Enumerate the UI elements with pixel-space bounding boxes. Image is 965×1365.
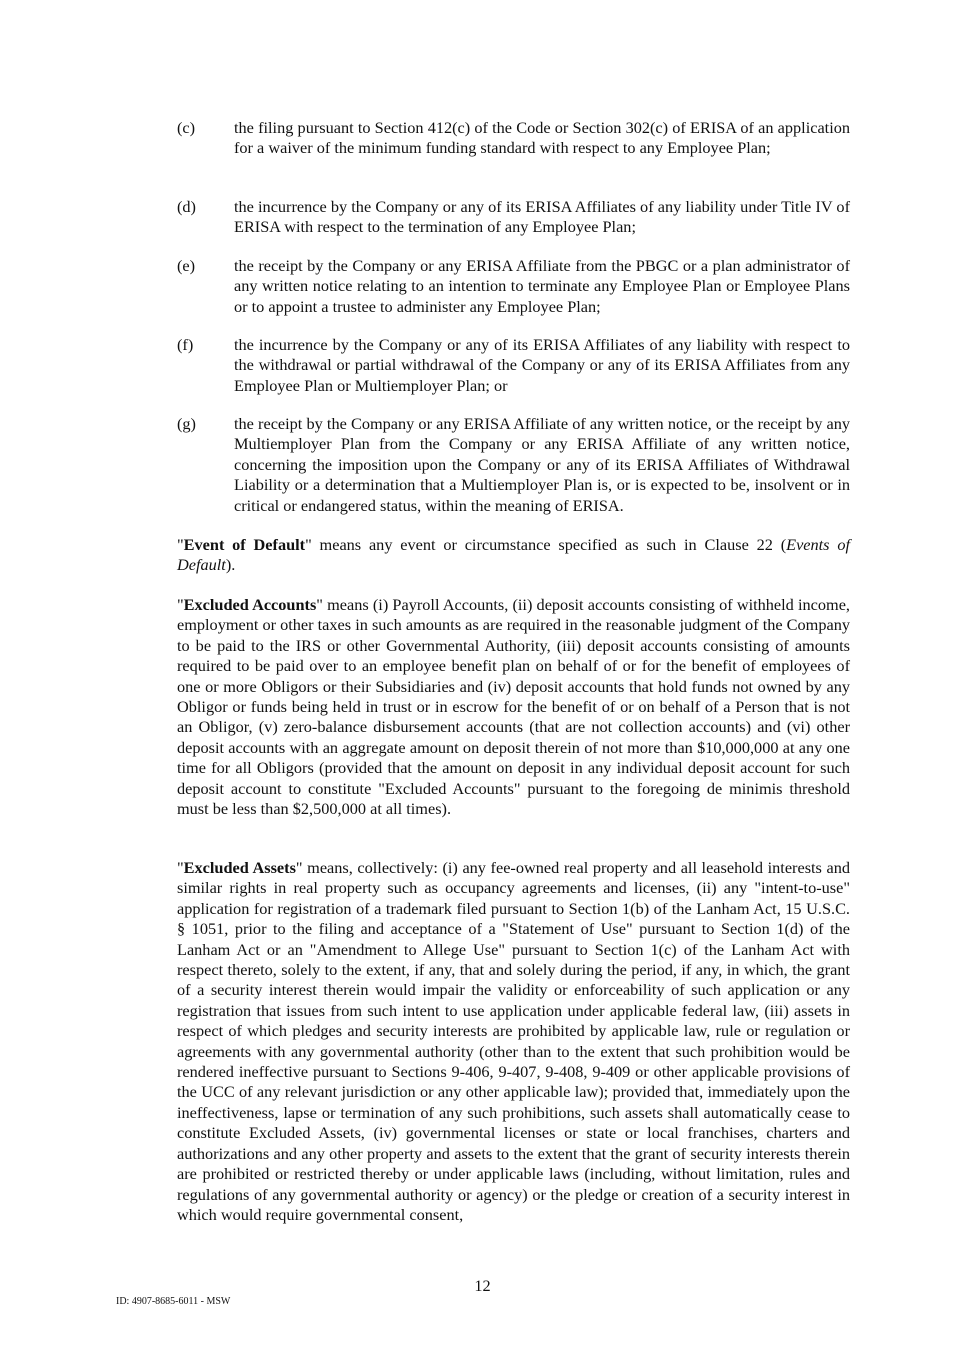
document-id: ID: 4907-8685-6011 - MSW — [116, 1296, 231, 1307]
list-item-label: (d) — [177, 197, 196, 216]
definition-body: " means any event or circumstance specified as such in Clause 22 ( — [305, 535, 787, 554]
definition-body: " means, collectively: (i) any fee-owned real property and all leasehold interests and similar rights in real property such as occupancy agreements and licenses, (ii) any "intent-to-use" application for registration of a trademark filed pursuant to Section 1(b) of the Lanham Act, 15 U.S.C. § 1051, prior to the filing and acceptance of a "Statement of Use" pursuant to Section 1(d) of the Lanham Act or an "Amendment to Allege Use" pursuant to Section 1(c) of the Lanham Act with respect thereto, solely to the extent, if any, that and solely during the period, if any, in which, the grant of a security interest therein would impair the validity or enforceability of such application or any registration that issues from such intent to use application under applicable federal law, (iii) assets in respect of which pledges and security interests are prohibited by applicable law, rule or regulation or agreements with any governmental authority (other than to the extent that such prohibition would be rendered ineffective pursuant to Sections 9-406, 9-407, 9-408, 9-409 or other applicable provisions of the UCC of any relevant jurisdiction or any other applicable law); provided that, immediately upon the ineffectiveness, lapse or termination of any such prohibitions, such assets shall automatically cease to constitute Excluded Assets, (iv) governmental licenses or state or local franchises, charters and authorizations and any other property and assets to the extent that the grant of security interests therein are prohibited or restricted thereby or under applicable laws (including, without limitation, rules and regulations of any governmental authority or agency) or the pledge or creation of a security interest in which would require governmental consent, — [177, 858, 850, 1224]
list-item-text: the incurrence by the Company or any of its ERISA Affiliates of any liability with respect to the withdrawal or partial withdrawal of the Company or any of its ERISA Affiliates from any Employee Plan or Multiemployer Plan; or — [234, 335, 850, 395]
page-number: 12 — [474, 1276, 491, 1295]
definition-excluded-assets — [177, 858, 850, 1225]
list-item-text: the receipt by the Company or any ERISA Affiliate from the PBGC or a plan administrator of any written notice relating to an intention to terminate any Employee Plan or Employee Plans or to appoint a trustee to administer any Employee Plan; — [234, 256, 850, 316]
list-item-label: (e) — [177, 256, 196, 275]
clause-reference: Events of Default — [177, 535, 850, 575]
defined-term: Excluded Accounts — [183, 595, 317, 614]
definition-body: " means (i) Payroll Accounts, (ii) deposit accounts consisting of withheld income, employment or other taxes in such amounts as are required in the reasonable judgment of the Company to be paid to the IRS or other Governmental Authority, (iii) deposit accounts consisting of amounts required to be paid over to an employee benefit plan on behalf of or for the benefit of employees of one or more Obligors or their Subsidiaries and (iv) deposit accounts that hold funds not owned by any Obligor or funds being held in trust or in escrow for the benefit of or on behalf of a Person that is not an Obligor, (v) zero-balance disbursement accounts (that are not collection accounts) and (vi) other deposit accounts with an aggregate amount on deposit therein of not more than $10,000,000 at any one time for all Obligors (provided that the amount on deposit in any individual deposit account for such deposit account to constitute "Excluded Accounts" pursuant to the foregoing de minimis threshold must be less than $2,500,000 at all times). — [177, 595, 850, 819]
open-quote: " — [177, 595, 184, 614]
list-item-label: (c) — [177, 118, 196, 137]
definition-close: ). — [225, 555, 236, 575]
list-item-text: the receipt by the Company or any ERISA Affiliate of any written notice, or the receipt by any Multiemployer Plan from the Company or any ERISA Affiliate of any written notice, concerning the imposition upon the Company or any of its ERISA Affiliates of Withdrawal Liability or a determination that a Multiemployer Plan is, or is expected to be, insolvent or in critical or endangered status, within the meaning of ERISA. — [234, 414, 850, 515]
list-item-text: the filing pursuant to Section 412(c) of the Code or Section 302(c) of ERISA of an application for a waiver of the minimum funding standard with respect to any Employee Plan; — [234, 118, 850, 158]
open-quote: " — [177, 535, 184, 554]
list-item-text: the incurrence by the Company or any of its ERISA Affiliates of any liability under Title IV of ERISA with respect to the termination of any Employee Plan; — [234, 197, 850, 237]
list-item-label: (f) — [177, 335, 194, 354]
definition-excluded-accounts — [177, 595, 850, 819]
open-quote: " — [177, 858, 184, 877]
list-item-label: (g) — [177, 414, 196, 433]
definition-event-of-default — [177, 535, 850, 576]
defined-term: Event of Default — [183, 535, 306, 554]
defined-term: Excluded Assets — [183, 858, 296, 877]
